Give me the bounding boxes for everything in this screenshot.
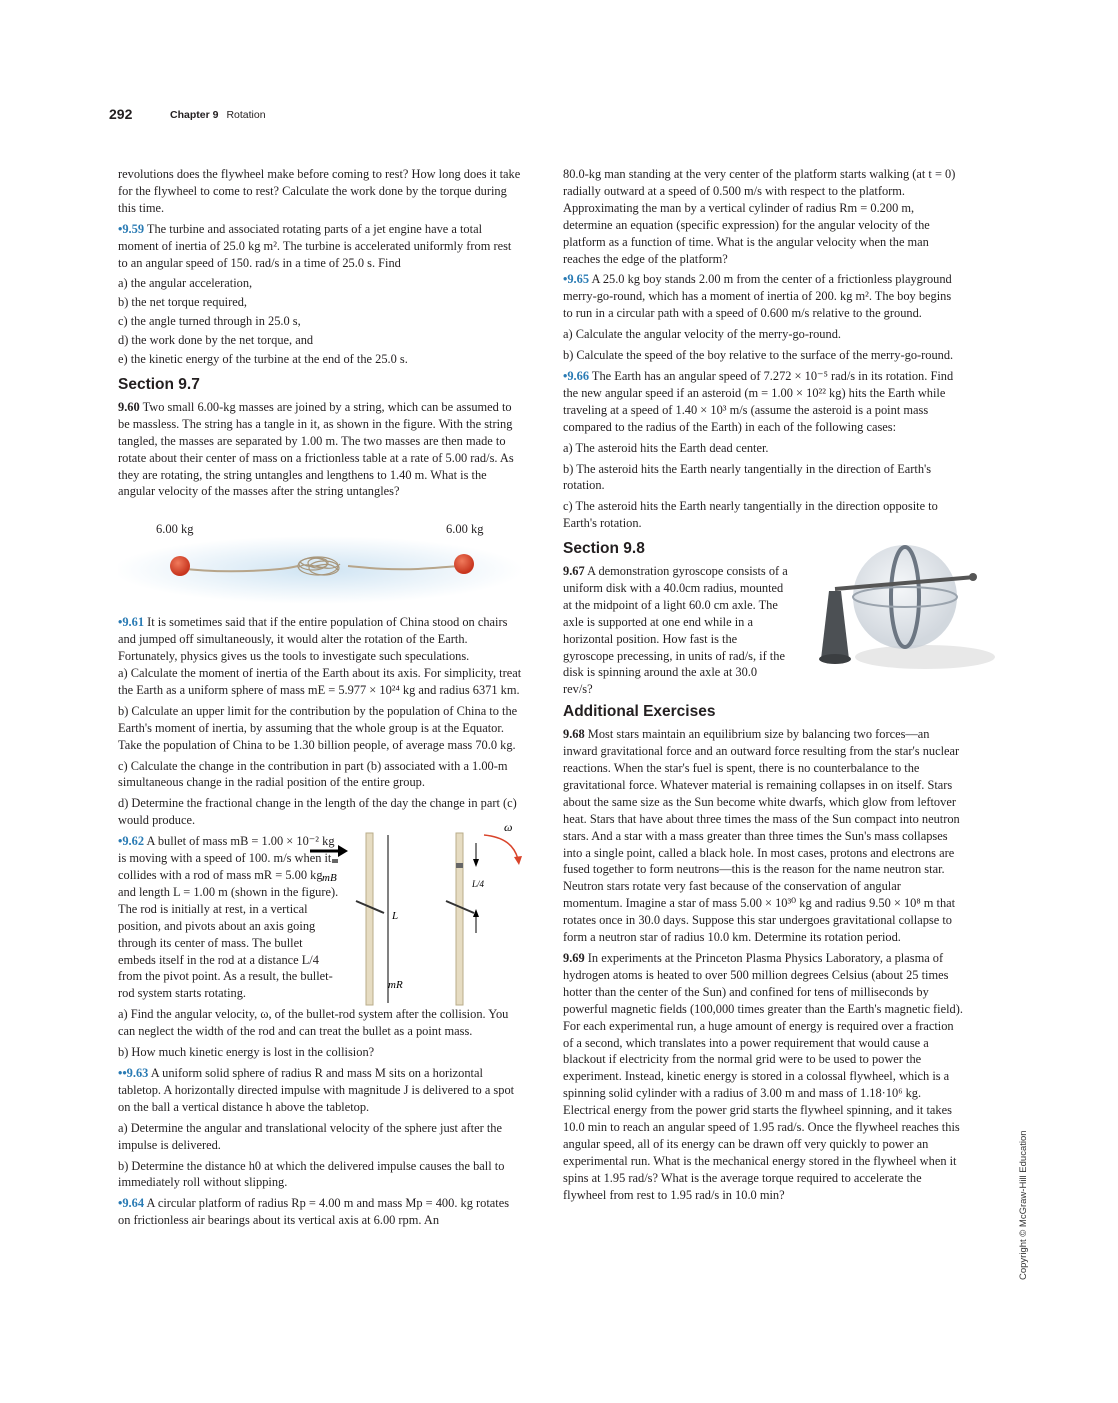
- problem-9-67-block: [563, 563, 963, 698]
- mass-right: [454, 554, 474, 574]
- section-heading-9-8: Section 9.8: [563, 540, 645, 558]
- problem-text: In experiments at the Princeton Plasma Physics Laboratory, a plasma of hydrogen atoms is heated to over 500 million degrees Celsius (about 25 times hotter than the center of the Sun) and confined for tens of milliseconds by powerful magnetic fields (100,000 times greater than the Earth's magnetic field). For each experimental run, a huge amount of energy is required over a fraction of a second, which translates into a power requirement that would cause a blackout if electricity from the normal grid were to be used to power the experiment. Instead, kinetic energy is stored in a colossal flywheel, which is a spinning solid cylinder with a radius of 3.00 m and mass of 1.18·10⁶ kg. Electrical energy from the power grid starts the flywheel spinning, and it takes 10.0 min to reach an angular speed of 1.95 rad/s. Once the flywheel reaches this angular speed, all of its energy can be drawn off very quickly to power an experimental run. What is the mechanical energy stored in the flywheel when it spins at 1.95 rad/s? What is the average torque required to accelerate the flywheel from rest to 1.95 rad/s in 10.0 min?: [563, 950, 963, 1202]
- problem-number: •9.66: [563, 368, 590, 383]
- problem-text: A demonstration gyroscope consists of a uniform disk with a 40.0cm radius, mounted at the midpoint of a light 60.0 cm axle. The axle is supported at one end while in a horizontal position. How fast is the gyroscope precessing, in units of rad/s, if the disk is spinning around the axle at 30.0 rev/s?: [563, 564, 788, 697]
- problem-9-61-c: c) Calculate the change in the contribution in part (b) associated with a 1.00-m simultaneous change in the radial position of the entire group.: [118, 758, 508, 790]
- problem-text: A bullet of mass mB = 1.00 × 10⁻² kg is moving with a speed of 100. m/s when it collides with a rod of mass mR = 5.00 kg and length L = 1.00 m (shown in the figure). The rod is initially at rest, in a vertical position, and pivots about an axis going through its center of mass. The bullet embeds itself in the rod at a distance L/4 from the pivot point. As a result, the bullet-rod system starts rotating.: [118, 834, 339, 1001]
- problem-number: •9.62: [118, 834, 145, 849]
- problem-text: Most stars maintain an equilibrium size by balancing two forces—an inward gravitational force and an outward force resulting from the star's nuclear reactions. When the star's fuel is spent, there is no counterbalance to the gravitational force. Whatever material is remaining collapses in on itself. Stars about the same size as the Sun become white dwarfs, which glow from leftover heat. Stars that have about three times the mass of the Sun compact into neutron stars. And a star with a mass greater than three times the Sun's mass collapses into a single point, called a black hole. In most cases, protons and electrons are fused together to form neutrons—this is the reason for the name neutron star. Neutron stars rotate very fast because of the conservation of angular momentum. Imagine a star of mass 5.00 × 10³⁰ kg and radius 9.50 × 10⁸ m that rotates once in 30.0 days. Suppose this star undergoes gravitational collapse to form a neutron star of radius 10.0 km. Determine its rotation period.: [563, 727, 960, 945]
- rod-mass-label: mR: [388, 979, 403, 992]
- axle-end: [969, 573, 977, 581]
- problem-9-66-b: b) The asteroid hits the Earth nearly tangentially in the direction of Earth's rotation.: [563, 461, 932, 493]
- paragraph-continued: 80.0-kg man standing at the very center of the platform starts walking (at t = 0) radially outward at a speed of 0.500 m/s with respect to the platform. Approximating the man by a vertical cylinder of radius Rm = 0.200 m, determine an equation (specific expression) for the angular velocity of the platform as a function of time. What is the angular velocity when the man reaches the edge of the platform?: [563, 167, 956, 266]
- embedded-bullet: [456, 863, 463, 868]
- problem-9-63-b: b) Determine the distance h0 at which the delivered impulse causes the ball to immediately roll without slipping.: [118, 1158, 505, 1190]
- problem-9-59-items: [118, 275, 522, 368]
- problem-text: It is sometimes said that if the entire population of China stood on chairs and jumped off simultaneously, it would alter the rotation of the Earth. Fortunately, physics gives us the tools to investigate such speculations.: [118, 615, 508, 664]
- problem-9-60: [118, 399, 522, 500]
- paragraph-continued: revolutions does the flywheel make before coming to rest? How long does it take for the flywheel to come to rest? Calculate the work done by the torque during this time.: [118, 167, 521, 215]
- omega-label: ω: [504, 823, 513, 835]
- problem-9-59: [118, 221, 522, 272]
- list-item: e) the kinetic energy of the turbine at the end of the 25.0 s.: [118, 352, 408, 367]
- problem-9-62-a: a) Find the angular velocity, ω, of the bullet-rod system after the collision. You can neglect the width of the rod and can treat the bullet as a point mass.: [118, 1007, 509, 1039]
- problem-text: A uniform solid sphere of radius R and mass M sits on a horizontal tabletop. A horizontally directed impulse with magnitude J is delivered to a spot on the ball a vertical distance h above the tabletop.: [118, 1065, 515, 1114]
- problem-9-61-d: d) Determine the fractional change in the length of the day the change in part (c) would produce.: [118, 796, 517, 828]
- section-heading-additional: Additional Exercises: [563, 703, 716, 721]
- problem-9-66-c: c) The asteroid hits the Earth nearly tangentially in the direction opposite to Earth's rotation.: [563, 499, 938, 531]
- problem-9-64: [118, 1195, 522, 1229]
- problem-9-65: [563, 271, 963, 322]
- mass-left: [170, 556, 190, 576]
- section-heading-9-7: Section 9.7: [118, 375, 200, 393]
- problem-text: A 25.0 kg boy stands 2.00 m from the center of a frictionless playground merry-go-round, which has a moment of inertia of 200. kg m². The boy begins to run in a circular path with a speed of 0.600 m/s relative to the ground.: [563, 272, 952, 321]
- running-header: [170, 109, 266, 121]
- list-item: b) the net torque required,: [118, 295, 248, 310]
- rotation-arrow-head: [514, 856, 522, 865]
- list-item: c) the angle turned through in 25.0 s,: [118, 314, 301, 329]
- rotation-arc: [484, 835, 518, 859]
- list-item: a) the angular acceleration,: [118, 276, 253, 291]
- rod-before: [366, 833, 373, 1005]
- bullet: [332, 859, 338, 863]
- list-item: d) the work done by the net torque, and: [118, 333, 314, 348]
- tangled-string-figure: [118, 506, 522, 606]
- chapter-title: Rotation: [226, 109, 266, 121]
- problem-text: The Earth has an angular speed of 7.272 × 10⁻⁵ rad/s in its rotation. Find the new angular speed if an asteroid (m = 1.00 × 10²² kg) hits the Earth while traveling at a speed of 1.40 × 10³ m/s (assume the asteroid is a point mass compared to the radius of the Earth) in each of the following cases:: [563, 368, 954, 434]
- problem-number: 9.69: [563, 950, 585, 965]
- problem-text: The turbine and associated rotating parts of a jet engine have a total moment of inertia of 25.0 kg m². The turbine is accelerated uniformly from rest to an angular speed of 150. rad/s in a time of 25.0 s. Find: [118, 221, 512, 270]
- problem-9-69: [563, 950, 963, 1204]
- bullet-arrow-head: [338, 845, 348, 857]
- copyright-notice: Copyright © McGraw-Hill Education: [1018, 1130, 1029, 1280]
- problem-text: A circular platform of radius Rp = 4.00 m and mass Mp = 400. kg rotates on frictionless air bearings about its vertical axis at 6.00 rpm. An: [118, 1196, 510, 1228]
- arrow-head: [473, 859, 479, 867]
- problem-9-62-b: b) How much kinetic energy is lost in the collision?: [118, 1045, 375, 1060]
- gyroscope-frame: [853, 545, 957, 649]
- problem-9-65-a: a) Calculate the angular velocity of the merry-go-round.: [563, 327, 841, 342]
- problem-number: •9.65: [563, 272, 590, 287]
- support-stand: [821, 591, 849, 659]
- problem-9-65-b: b) Calculate the speed of the boy relative to the surface of the merry-go-round.: [563, 348, 954, 363]
- problem-9-67: [563, 563, 788, 698]
- problem-text: Two small 6.00-kg masses are joined by a string, which can be assumed to be massless. The string has a tangle in it, as shown in the figure. With the string tangled, the masses are separated by 1.00 m. The two masses are then made to rotate about their center of mass on a frictionless table at a rate of 5.00 rad/s. As they are rotating, the string untangles and lengthens to 1.40 m. What is the angular velocity of the masses after the string untangles?: [118, 399, 514, 499]
- problem-part: a) Calculate the moment of inertia of the Earth about its axis. For simplicity, treat the Earth as a uniform sphere of mass mE = 5.977 × 10²⁴ kg and radius 6371 km.: [118, 666, 522, 697]
- gyroscope-figure: [795, 539, 995, 689]
- chapter-label: Chapter 9: [170, 109, 219, 121]
- mass-label-left: 6.00 kg: [156, 522, 194, 537]
- shadow: [855, 645, 995, 669]
- problem-number: ••9.63: [118, 1065, 149, 1080]
- problem-9-66-a: a) The asteroid hits the Earth dead center.: [563, 440, 769, 455]
- rod-after: [456, 833, 463, 1005]
- problem-number: •9.61: [118, 615, 145, 630]
- problem-number: 9.67: [563, 564, 585, 579]
- problem-number: 9.60: [118, 399, 140, 414]
- quarter-length-label: L/4: [472, 879, 485, 890]
- bullet-mass-label: mB: [322, 872, 337, 885]
- page-number: 292: [109, 106, 133, 122]
- problem-9-62-block: [118, 823, 522, 1002]
- problem-9-66: [563, 368, 963, 436]
- problem-9-68: [563, 726, 963, 946]
- left-column: [118, 166, 522, 1233]
- problem-9-61-b: b) Calculate an upper limit for the contribution by the population of China to the Earth's moment of inertia, by assuming that the whole group is at the Equator. Take the population of China to be 1.30 billion people, of average mass 70.0 kg.: [118, 703, 518, 752]
- problem-number: •9.59: [118, 221, 145, 236]
- problem-number: •9.64: [118, 1196, 145, 1211]
- figure-9-60: [118, 506, 522, 606]
- mass-label-right: 6.00 kg: [446, 522, 484, 537]
- problem-9-61: [118, 614, 522, 699]
- figure-9-62: [304, 823, 524, 1008]
- problem-number: 9.68: [563, 727, 585, 742]
- problem-9-63: [118, 1065, 522, 1116]
- problem-9-63-a: a) Determine the angular and translational velocity of the sphere just after the impulse is delivered.: [118, 1120, 502, 1152]
- right-column: [563, 166, 963, 1208]
- stand-base: [819, 654, 851, 664]
- rod-length-label: L: [392, 910, 399, 923]
